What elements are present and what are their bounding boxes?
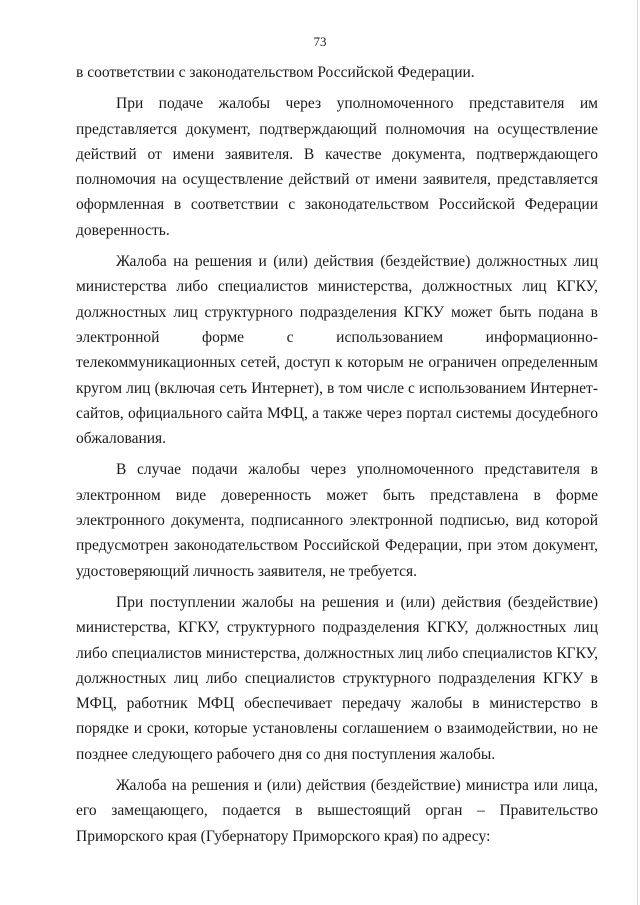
paragraph-mfc-complaint-transfer: При поступлении жалобы на решения и (или) действия (бездействие) министерства, КГКУ, структурного подразделения КГКУ, должностных лиц либо специалистов министерства, должностных лиц либо специалистов КГКУ, должностных лиц либо специалистов структурного подразделения КГКУ в МФЦ, работник МФЦ обеспечивает передачу жалобы в министерство в порядке и сроки, которые установлены соглашением о взаимодействии, но не позднее следующего рабочего дня со дня поступления жалобы. xyxy=(76,593,598,763)
body-text xyxy=(76,60,598,849)
paragraph-continuation: в соответствии с законодательством Российской Федерации. xyxy=(76,64,475,81)
paragraph-electronic-power-of-attorney: В случае подачи жалобы через уполномоченного представителя в электронном виде доверенность может быть представлена в форме электронного документа, подписанного электронной подписью, вид которой предусмотрен законодательством Российской Федерации, при этом документ, удостоверяющий личность заявителя, не требуется. xyxy=(76,461,598,580)
paragraph-minister-complaint: Жалоба на решения и (или) действия (бездействие) министра или лица, его замещающего, подается в вышестоящий орган – Правительство Приморского края (Губернатору Приморского края) по адресу: xyxy=(76,777,598,845)
page-number: 73 xyxy=(313,34,327,49)
scan-edge-line xyxy=(637,0,638,905)
paragraph-electronic-complaint: Жалоба на решения и (или) действия (бездействие) должностных лиц министерства либо специалистов министерства, должностных лиц КГКУ, должностных лиц структурного подразделения КГКУ может быть подана в электронной форме с использованием информационно-телекоммуникационных сетей, доступ к которым не ограничен определенным кругом лиц (включая сеть Интернет), в том числе с использованием Интернет-сайтов, официального сайта МФЦ, а также через портал системы досудебного обжалования. xyxy=(76,253,598,448)
paragraph-representative-documents: При подаче жалобы через уполномоченного представителя им представляется документ, подтверждающий полномочия на осуществление действий от имени заявителя. В качестве документа, подтверждающего полномочия на осуществление действий от имени заявителя, представляется оформленная в соответствии с законодательством Российской Федерации доверенность. xyxy=(76,95,598,239)
